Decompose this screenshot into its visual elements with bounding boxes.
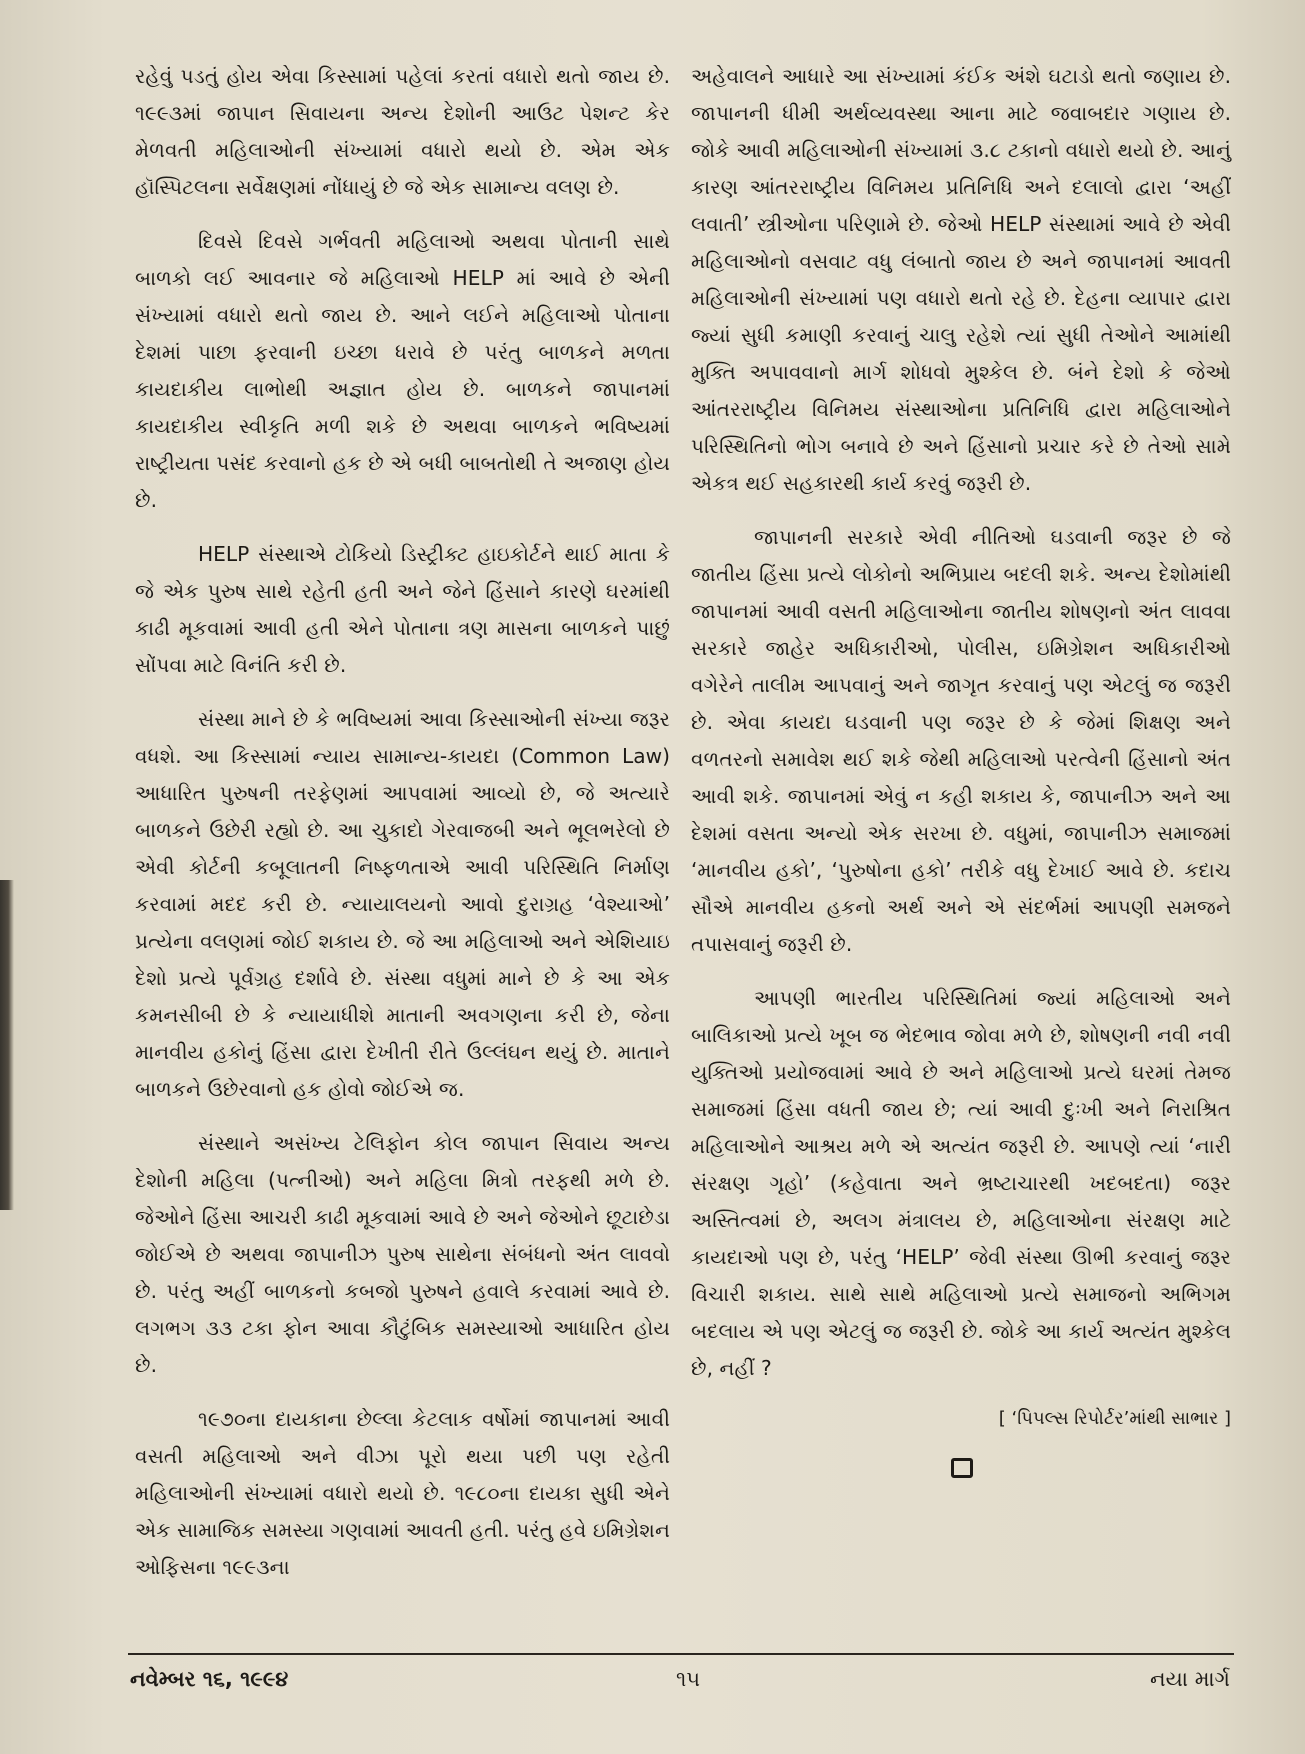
magazine-name: નયા માર્ગ (1150, 1667, 1230, 1691)
footer-divider (128, 1653, 1234, 1655)
scan-edge-shadow (0, 880, 14, 1210)
paragraph: રહેવું પડતું હોય એવા કિસ્સામાં પહેલાં કરતાં વધારો થતો જાય છે. ૧૯૯૩માં જાપાન સિવાયના અન્ય દેશોની આઉટ પેશન્ટ કેર મેળવતી મહિલાઓની સંખ્યામાં વધારો થયો છે. એમ એક હૉસ્પિટલના સર્વેક્ષણમાં નોંધાયું છે જે એક સામાન્ય વલણ છે. (135, 64, 670, 199)
left-column (135, 58, 670, 1603)
issue-date: નવેમ્બર ૧૬, ૧૯૯૪ (130, 1667, 289, 1691)
paragraph: આપણી ભારતીય પરિસ્થિતિમાં જ્યાં મહિલાઓ અને બાલિકાઓ પ્રત્યે ખૂબ જ ભેદભાવ જોવા મળે છે, શોષણની નવી નવી યુક્તિઓ પ્રયોજવામાં આવે છે અને મહિલાઓ પ્રત્યે ઘરમાં તેમજ સમાજમાં હિંસા વધતી જાય છે; ત્યાં આવી દુઃખી અને નિરાશ્રિત મહિલાઓને આશ્રય મળે એ અત્યંત જરૂરી છે. આપણે ત્યાં ‘નારી સંરક્ષણ ગૃહો’ (કહેવાતા અને ભ્રષ્ટાચારથી ખદબદતા) જરૂર અસ્તિત્વમાં છે, અલગ મંત્રાલય છે, મહિલાઓના સંરક્ષણ માટે કાયદાઓ પણ છે, પરંતુ ‘HELP’ જેવી સંસ્થા ઊભી કરવાનું જરૂર વિચારી શકાય. સાથે સાથે મહિલાઓ પ્રત્યે સમાજનો અભિગમ બદલાય એ પણ એટલું જ જરૂરી છે. જોકે આ કાર્ય અત્યંત મુશ્કેલ છે, નહીં ? (691, 986, 1231, 1380)
end-of-article-icon (951, 1458, 973, 1478)
source-credit: [ ‘પિપલ્સ રિપોર્ટર’માંથી સાભાર ] (998, 1408, 1231, 1429)
paragraph: સંસ્થાને અસંખ્ય ટેલિફોન કોલ જાપાન સિવાય અન્ય દેશોની મહિલા (પત્નીઓ) અને મહિલા મિત્રો તરફથી મળે છે. જેઓને હિંસા આચરી કાઢી મૂકવામાં આવે છે અને જેઓને છૂટાછેડા જોઈએ છે અથવા જાપાનીઝ પુરુષ સાથેના સંબંધનો અંત લાવવો છે. પરંતુ અહીં બાળકનો કબજો પુરુષને હવાલે કરવામાં આવે છે. લગભગ ૩૩ ટકા ફોન આવા કૌટુંબિક સમસ્યાઓ આધારિત હોય છે. (135, 1131, 670, 1377)
paragraph: અહેવાલને આધારે આ સંખ્યામાં કંઈક અંશે ઘટાડો થતો જણાય છે. જાપાનની ધીમી અર્થવ્યવસ્થા આના માટે જવાબદાર ગણાય છે. જોકે આવી મહિલાઓની સંખ્યામાં ૩.૮ ટકાનો વધારો થયો છે. આનું કારણ આંતરરાષ્ટ્રીય વિનિમય પ્રતિનિધિ અને દલાલો દ્વારા ‘અહીં લવાતી’ સ્ત્રીઓના પરિણામે છે. જેઓ HELP સંસ્થામાં આવે છે એવી મહિલાઓનો વસવાટ વધુ લંબાતો જાય છે અને જાપાનમાં આવતી મહિલાઓની સંખ્યામાં પણ વધારો થતો રહે છે. દેહના વ્યાપાર દ્વારા જ્યાં સુધી કમાણી કરવાનું ચાલુ રહેશે ત્યાં સુધી તેઓને આમાંથી મુક્તિ અપાવવાનો માર્ગ શોધવો મુશ્કેલ છે. બંને દેશો કે જેઓ આંતરરાષ્ટ્રીય વિનિમય સંસ્થાઓના પ્રતિનિધિ દ્વારા મહિલાઓને પરિસ્થિતિનો ભોગ બનાવે છે અને હિંસાનો પ્રચાર કરે છે તેઓ સામે એકત્ર થઈ સહકારથી કાર્ય કરવું જરૂરી છે. (691, 64, 1231, 495)
page-number: ૧૫ (676, 1667, 701, 1691)
paragraph: જાપાનની સરકારે એવી નીતિઓ ઘડવાની જરૂર છે જે જાતીય હિંસા પ્રત્યે લોકોનો અભિપ્રાય બદલી શકે. અન્ય દેશોમાંથી જાપાનમાં આવી વસતી મહિલાઓના જાતીય શોષણનો અંત લાવવા સરકારે જાહેર અધિકારીઓ, પોલીસ, ઇમિગ્રેશન અધિકારીઓ વગેરેને તાલીમ આપવાનું અને જાગૃત કરવાનું પણ એટલું જ જરૂરી છે. એવા કાયદા ઘડવાની પણ જરૂર છે કે જેમાં શિક્ષણ અને વળતરનો સમાવેશ થઈ શકે જેથી મહિલાઓ પરત્વેની હિંસાનો અંત આવી શકે. જાપાનમાં એવું ન કહી શકાય કે, જાપાનીઝ અને આ દેશમાં વસતા અન્યો એક સરખા છે. વધુમાં, જાપાનીઝ સમાજમાં ‘માનવીય હકો’, ‘પુરુષોના હકો’ તરીકે વધુ દેખાઈ આવે છે. કદાચ સૌએ માનવીય હકનો અર્થ અને એ સંદર્ભમાં આપણી સમજને તપાસવાનું જરૂરી છે. (691, 525, 1231, 956)
paragraph: દિવસે દિવસે ગર્ભવતી મહિલાઓ અથવા પોતાની સાથે બાળકો લઈ આવનાર જે મહિલાઓ HELP માં આવે છે એની સંખ્યામાં વધારો થતો જાય છે. આને લઈને મહિલાઓ પોતાના દેશમાં પાછા ફરવાની ઇચ્છા ધરાવે છે પરંતુ બાળકને મળતા કાયદાકીય લાભોથી અજ્ઞાત હોય છે. બાળકને જાપાનમાં કાયદાકીય સ્વીકૃતિ મળી શકે છે અથવા બાળકને ભવિષ્યમાં રાષ્ટ્રીયતા પસંદ કરવાનો હક છે એ બધી બાબતોથી તે અજાણ હોય છે. (135, 229, 670, 512)
paragraph: ૧૯૭૦ના દાયકાના છેલ્લા કેટલાક વર્ષોમાં જાપાનમાં આવી વસતી મહિલાઓ અને વીઝા પૂરો થયા પછી પણ રહેતી મહિલાઓની સંખ્યામાં વધારો થયો છે. ૧૯૮૦ના દાયકા સુધી એને એક સામાજિક સમસ્યા ગણવામાં આવતી હતી. પરંતુ હવે ઇમિગ્રેશન ઓફિસના ૧૯૯૩ના (135, 1407, 670, 1579)
paragraph: HELP સંસ્થાએ ટોકિયો ડિસ્ટ્રીક્ટ હાઇકોર્ટને થાઈ માતા કે જે એક પુરુષ સાથે રહેતી હતી અને જેને હિંસાને કારણે ઘરમાંથી કાઢી મૂકવામાં આવી હતી એને પોતાના ત્રણ માસના બાળકને પાછું સોંપવા માટે વિનંતિ કરી છે. (135, 542, 670, 677)
right-column (691, 58, 1231, 1478)
paragraph: સંસ્થા માને છે કે ભવિષ્યમાં આવા કિસ્સાઓની સંખ્યા જરૂર વધશે. આ કિસ્સામાં ન્યાય સામાન્ય-કાયદા (Common Law) આધારિત પુરુષની તરફેણમાં આપવામાં આવ્યો છે, જે અત્યારે બાળકને ઉછેરી રહ્યો છે. આ ચુકાદો ગેરવાજબી અને ભૂલભરેલો છે એવી કોર્ટની કબૂલાતની નિષ્ફળતાએ આવી પરિસ્થિતિ નિર્માણ કરવામાં મદદ કરી છે. ન્યાયાલયનો આવો દુરાગ્રહ ‘વેશ્યાઓ’ પ્રત્યેના વલણમાં જોઈ શકાય છે. જે આ મહિલાઓ અને એશિયાઇ દેશો પ્રત્યે પૂર્વગ્રહ દર્શાવે છે. સંસ્થા વધુમાં માને છે કે આ એક કમનસીબી છે કે ન્યાયાધીશે માતાની અવગણના કરી છે, જેના માનવીય હકોનું હિંસા દ્વારા દેખીતી રીતે ઉલ્લંઘન થયું છે. માતાને બાળકને ઉછેરવાનો હક હોવો જોઈએ જ. (135, 707, 670, 1101)
